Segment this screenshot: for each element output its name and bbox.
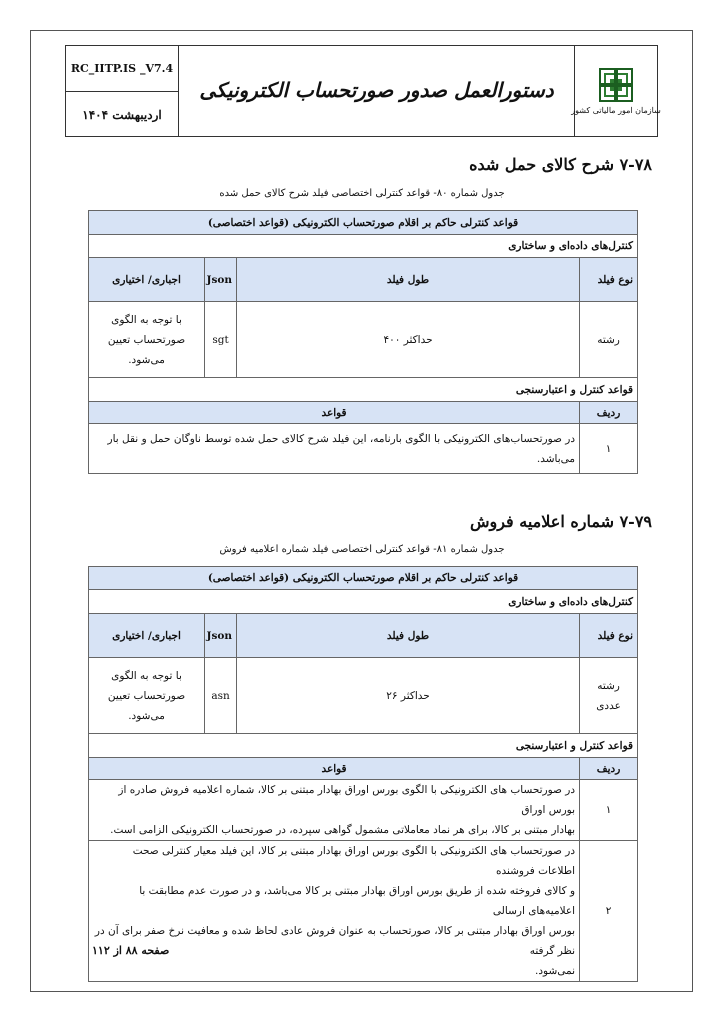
rules-table-80 [88,210,638,474]
header-json: Json [205,614,237,658]
document-header [65,45,661,137]
rule-number: ۱ [580,780,638,841]
header-row-number: ردیف [580,758,638,780]
organization-name: سازمان امور مالیاتی کشور [571,105,661,115]
section-title-shipped-goods: ۷-۷۸ شرح کالای حمل شده [469,155,652,174]
organization-logo [571,46,661,136]
field-length-value: حداکثر ۲۶ [237,658,580,734]
header-json: Json [205,258,237,302]
validation-title: قواعد کنترل و اعتبارسنجی [89,734,638,758]
field-type-value: رشته [580,302,638,378]
header-field-length: طول فیلد [237,614,580,658]
document-code: RC_IITP.IS _V7.4 [66,46,178,92]
header-field-type: نوع فیلد [580,258,638,302]
json-key-value: sgt [205,302,237,378]
section-title-sales-notice-number: ۷-۷۹ شماره اعلامیه فروش [469,512,652,531]
header-required: اجباری/ اختیاری [89,258,205,302]
table-caption-80: جدول شماره ۸۰- قواعد کنترلی اختصاصی فیلد شرح کالای حمل شده [219,188,505,199]
header-rule: قواعد [89,758,580,780]
header-row-number: ردیف [580,402,638,424]
rule-number: ۱ [580,424,638,474]
structure-controls-title: کنترل‌های داده‌ای و ساختاری [89,590,638,614]
structure-controls-title: کنترل‌های داده‌ای و ساختاری [89,235,638,258]
table-caption-81: جدول شماره ۸۱- قواعد کنترلی اختصاصی فیلد شماره اعلامیه فروش [219,544,505,555]
rule-number: ۲ [580,841,638,982]
required-value: با توجه به الگوی صورتحساب تعیین می‌شود. [89,302,205,378]
table-title: قواعد کنترلی حاکم بر اقلام صورتحساب الکترونیکی (قواعد اختصاصی) [89,211,638,235]
json-key-value: asn [205,658,237,734]
table-title: قواعد کنترلی حاکم بر اقلام صورتحساب الکترونیکی (قواعد اختصاصی) [89,567,638,590]
header-field-type: نوع فیلد [580,614,638,658]
rule-text: در صورتحساب های الکترونیکی با الگوی بورس اوراق بهادار مبتنی بر کالا، شماره اعلامیه فروش صادره از بورس اوراق بهادار مبتنی بر کالا، برای هر نماد معاملاتی مشمول گواهی سپرده، در صورتحساب الکترونیکی الزامی است. [89,780,580,841]
page-number: صفحه ۸۸ از ۱۱۲ [92,944,170,957]
tax-organization-emblem-icon [599,68,633,102]
header-meta [66,46,179,136]
rule-text: در صورتحساب‌های الکترونیکی با الگوی بارنامه، این فیلد شرح کالای حمل شده توسط ناوگان حمل و نقل بار می‌باشد. [89,424,580,474]
required-value: با توجه به الگوی صورتحساب تعیین می‌شود. [89,658,205,734]
document-date: اردیبهشت ۱۴۰۴ [82,108,162,122]
document-title: دستورالعمل صدور صورتحساب الکترونیکی [199,78,554,102]
validation-title: قواعد کنترل و اعتبارسنجی [89,378,638,402]
field-type-value: رشته عددی [580,658,638,734]
rule-text: در صورتحساب های الکترونیکی با الگوی بورس اوراق بهادار مبتنی بر کالا، این فیلد معیار کنترلی صحت اطلاعات فروشنده و کالای فروخته شده از طریق بورس اوراق بهادار مبتنی بر کالا می‌باشد، و در صورت عدم مطابقت با اعلامیه‌های ارسالی بورس اوراق بهادار مبتنی بر کالا، صورتحساب به عنوان فروش عادی لحاظ شده و معافیت نرخ صفر برای آن در نظر گرفته نمی‌شود. [89,841,580,982]
header-rule: قواعد [89,402,580,424]
field-length-value: حداکثر ۴۰۰ [237,302,580,378]
header-required: اجباری/ اختیاری [89,614,205,658]
rules-table-81 [88,566,638,982]
header-field-length: طول فیلد [237,258,580,302]
